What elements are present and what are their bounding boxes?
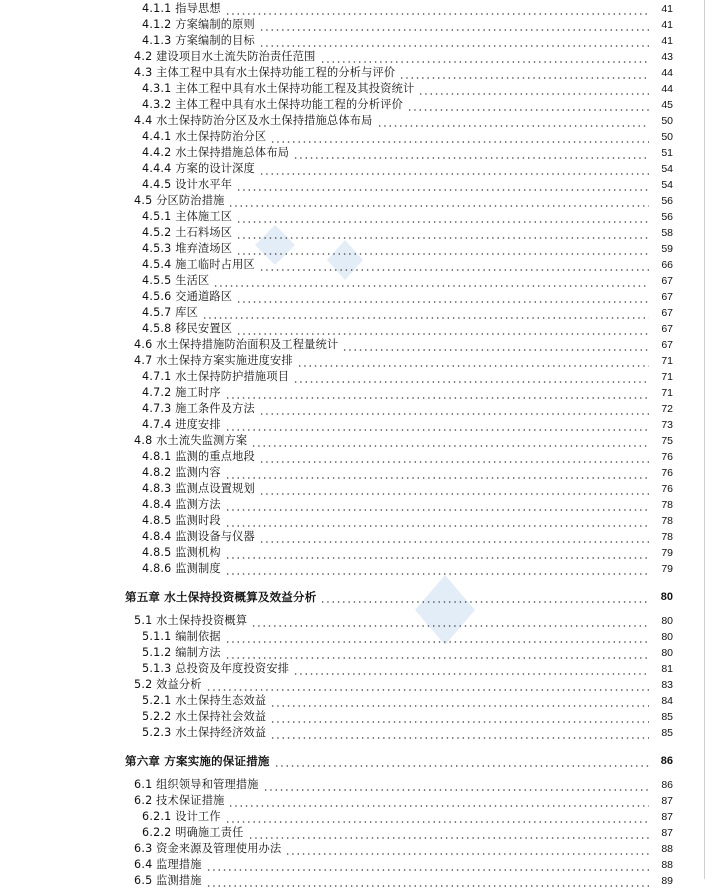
toc-entry-title: 4.6 水土保持措施防治面积及工程量统计 (134, 338, 339, 351)
toc-page-number: 54 (661, 163, 673, 175)
toc-entry-title: 4.5 分区防治措施 (134, 194, 225, 207)
toc-entry[interactable] (0, 145, 715, 161)
toc-entry-title: 4.7.3 施工条件及方法 (142, 402, 255, 415)
toc-page-number: 87 (661, 795, 673, 807)
toc-entry-title: 第五章 水土保持投资概算及效益分析 (125, 585, 318, 609)
toc-page-number: 83 (661, 679, 673, 691)
toc-entry[interactable] (0, 385, 715, 401)
toc-page-number: 75 (661, 435, 673, 447)
toc-page-number: 79 (661, 563, 673, 575)
toc-page-number: 66 (661, 259, 673, 271)
toc-entry-title: 4.5.1 主体施工区 (142, 210, 233, 223)
toc-entry[interactable] (0, 337, 715, 353)
toc-entry-title: 6.2.1 设计工作 (142, 810, 221, 823)
dot-leader (236, 209, 649, 225)
toc-page-number: 67 (661, 307, 673, 319)
toc-entry-title: 4.1.1 指导思想 (142, 2, 221, 15)
toc-entry-title: 6.5 监测措施 (134, 874, 202, 887)
toc-entry[interactable] (0, 629, 715, 645)
toc-page-number: 88 (661, 843, 673, 855)
toc-entry-title: 4.5.3 堆弃渣场区 (142, 242, 233, 255)
toc-page-number: 80 (661, 615, 673, 627)
toc-page-number: 76 (661, 483, 673, 495)
toc-entry[interactable] (0, 529, 715, 545)
toc-entry[interactable] (0, 433, 715, 449)
dot-leader (206, 857, 649, 873)
toc-entry[interactable] (0, 225, 715, 241)
toc-entry[interactable] (0, 369, 715, 385)
dot-leader (225, 1, 649, 17)
toc-page-number: 86 (660, 755, 673, 767)
chapter-spacer (0, 741, 715, 749)
toc-page-number: 41 (661, 3, 673, 15)
toc-entry-title: 5.1.2 编制方法 (142, 646, 221, 659)
toc-entry-title: 4.5.8 移民安置区 (142, 322, 233, 335)
toc-entry-title: 5.1 水土保持投资概算 (134, 614, 248, 627)
toc-page-number: 81 (661, 663, 673, 675)
dot-leader (213, 273, 649, 289)
toc-entry[interactable] (0, 177, 715, 193)
toc-entry-title: 4.3.2 主体工程中具有水土保持功能工程的分析评价 (142, 98, 403, 111)
toc-page-number: 43 (661, 51, 673, 63)
dot-leader (236, 241, 649, 257)
toc-entry[interactable] (0, 193, 715, 209)
toc-entry-title: 4.4.4 方案的设计深度 (142, 162, 255, 175)
dot-leader (228, 793, 649, 809)
toc-page-number: 85 (661, 711, 673, 723)
toc-page-number: 56 (661, 195, 673, 207)
dot-leader (225, 417, 649, 433)
toc-page-number: 45 (661, 99, 673, 111)
toc-entry-title: 4.5.6 交通道路区 (142, 290, 233, 303)
toc-page-number: 67 (661, 275, 673, 287)
toc-entry[interactable] (0, 257, 715, 273)
toc-entry[interactable] (0, 545, 715, 561)
toc-entry[interactable] (0, 209, 715, 225)
toc-entry[interactable] (0, 645, 715, 661)
toc-chapter-entry[interactable] (0, 585, 715, 609)
dot-leader (270, 129, 649, 145)
toc-page-number: 79 (661, 547, 673, 559)
toc-entry-title: 4.1.3 方案编制的目标 (142, 34, 255, 47)
toc-entry[interactable] (0, 873, 715, 889)
toc-entry[interactable] (0, 65, 715, 81)
toc-entry-title: 4.5.2 土石料场区 (142, 226, 233, 239)
dot-leader (293, 145, 649, 161)
toc-entry-title: 6.2 技术保证措施 (134, 794, 225, 807)
dot-leader (236, 177, 649, 193)
dot-leader (259, 161, 649, 177)
dot-leader (225, 545, 649, 561)
toc-entry-title: 4.7.2 施工时序 (142, 386, 221, 399)
dot-leader (259, 449, 649, 465)
toc-page-number: 84 (661, 695, 673, 707)
toc-page-number: 71 (661, 371, 673, 383)
dot-leader (225, 809, 649, 825)
toc-entry[interactable] (0, 481, 715, 497)
toc-entry[interactable] (0, 401, 715, 417)
dot-leader (293, 369, 649, 385)
toc-entry-title: 4.8.1 监测的重点地段 (142, 450, 255, 463)
dot-leader (236, 225, 649, 241)
toc-entry-title: 6.1 组织领导和管理措施 (134, 778, 259, 791)
toc-entry-title: 4.8.4 监测方法 (142, 498, 221, 511)
toc-entry-title: 4.8.4 监测设备与仪器 (142, 530, 255, 543)
toc-entry[interactable] (0, 857, 715, 873)
toc-entry-title: 4.8.5 监测机构 (142, 546, 221, 559)
toc-page-number: 86 (661, 779, 673, 791)
toc-page-number: 44 (661, 67, 673, 79)
toc-entry-title: 4.5.5 生活区 (142, 274, 210, 287)
toc-page-number: 87 (661, 827, 673, 839)
dot-leader (225, 385, 649, 401)
toc-entry-title: 4.2 建设项目水土流失防治责任范围 (134, 50, 316, 63)
toc-entry-title: 第六章 方案实施的保证措施 (125, 749, 272, 773)
toc-page-number: 80 (661, 647, 673, 659)
toc-page-number: 67 (661, 323, 673, 335)
dot-leader (206, 677, 649, 693)
toc-page-number: 78 (661, 531, 673, 543)
toc-entry[interactable] (0, 353, 715, 369)
toc-entry[interactable] (0, 825, 715, 841)
toc-entry[interactable] (0, 613, 715, 629)
toc-entry[interactable] (0, 809, 715, 825)
dot-leader (236, 289, 649, 305)
toc-page-number: 89 (661, 875, 673, 887)
toc-entry[interactable] (0, 677, 715, 693)
toc-entry-title: 4.8.3 监测点设置规划 (142, 482, 255, 495)
toc-entry-title: 5.1.3 总投资及年度投资安排 (142, 662, 290, 675)
toc-entry-title: 6.4 监理措施 (134, 858, 202, 871)
toc-page-number: 85 (661, 727, 673, 739)
toc-page-number: 87 (661, 811, 673, 823)
toc-entry[interactable] (0, 693, 715, 709)
toc-entry[interactable] (0, 561, 715, 577)
dot-leader (270, 725, 649, 741)
dot-leader (251, 613, 649, 629)
toc-entry[interactable] (0, 709, 715, 725)
toc-page-number: 50 (661, 115, 673, 127)
toc-page-number: 50 (661, 131, 673, 143)
toc-entry[interactable] (0, 841, 715, 857)
toc-entry[interactable] (0, 17, 715, 33)
toc-page-number: 51 (661, 147, 673, 159)
toc-entry-title: 4.7.1 水土保持防护措施项目 (142, 370, 290, 383)
dot-leader (225, 513, 649, 529)
toc-entry[interactable] (0, 241, 715, 257)
toc-chapter-entry[interactable] (0, 749, 715, 773)
toc-page-number: 71 (661, 387, 673, 399)
toc-entry-title: 5.2.2 水土保持社会效益 (142, 710, 267, 723)
toc-entry[interactable] (0, 513, 715, 529)
toc-entry[interactable] (0, 725, 715, 741)
dot-leader (259, 17, 649, 33)
toc-entry-title: 4.3 主体工程中具有水土保持功能工程的分析与评价 (134, 66, 396, 79)
toc-page-number: 71 (661, 355, 673, 367)
toc-page-number: 56 (661, 211, 673, 223)
toc-entry-title: 5.2.3 水土保持经济效益 (142, 726, 267, 739)
toc-entry[interactable] (0, 661, 715, 677)
dot-leader (270, 709, 649, 725)
toc-entry-title: 4.4.2 水土保持措施总体布局 (142, 146, 290, 159)
toc-entry-title: 5.2 效益分析 (134, 678, 202, 691)
toc-entry-title: 4.8.2 监测内容 (142, 466, 221, 479)
toc-entry[interactable] (0, 777, 715, 793)
chapter-spacer (0, 577, 715, 585)
toc-page-number: 67 (661, 339, 673, 351)
dot-leader (418, 81, 649, 97)
toc-page-number: 72 (661, 403, 673, 415)
toc-page-number: 54 (661, 179, 673, 191)
dot-leader (225, 497, 649, 513)
toc-page-number: 58 (661, 227, 673, 239)
toc-page-number: 80 (661, 631, 673, 643)
toc-entry[interactable] (0, 449, 715, 465)
toc-page-number: 78 (661, 499, 673, 511)
toc-entry-title: 5.1.1 编制依据 (142, 630, 221, 643)
dot-leader (407, 97, 649, 113)
toc-entry[interactable] (0, 161, 715, 177)
toc-entry-title: 4.7 水土保持方案实施进度安排 (134, 354, 293, 367)
dot-leader (225, 629, 649, 645)
table-of-contents (0, 1, 715, 889)
toc-entry-title: 4.5.7 库区 (142, 306, 198, 319)
toc-entry[interactable] (0, 793, 715, 809)
dot-leader (377, 113, 649, 129)
dot-leader (259, 529, 649, 545)
toc-entry-title: 5.2.1 水土保持生态效益 (142, 694, 267, 707)
toc-entry-title: 4.4.5 设计水平年 (142, 178, 233, 191)
toc-page-number: 41 (661, 35, 673, 47)
toc-entry-title: 4.4 水土保持防治分区及水土保持措施总体布局 (134, 114, 373, 127)
toc-entry[interactable] (0, 129, 715, 145)
toc-entry[interactable] (0, 113, 715, 129)
dot-leader (293, 661, 649, 677)
dot-leader (202, 305, 649, 321)
toc-entry-title: 4.4.1 水土保持防治分区 (142, 130, 267, 143)
toc-entry-title: 4.8.6 监测制度 (142, 562, 221, 575)
toc-entry[interactable] (0, 273, 715, 289)
toc-entry[interactable] (0, 321, 715, 337)
dot-leader (259, 481, 649, 497)
dot-leader (274, 749, 649, 773)
dot-leader (251, 433, 649, 449)
toc-entry-title: 4.3.1 主体工程中具有水土保持功能工程及其投资统计 (142, 82, 415, 95)
toc-entry[interactable] (0, 49, 715, 65)
toc-entry[interactable] (0, 1, 715, 17)
toc-entry[interactable] (0, 465, 715, 481)
toc-entry-title: 4.1.2 方案编制的原则 (142, 18, 255, 31)
toc-page-number: 78 (661, 515, 673, 527)
toc-entry-title: 4.8 水土流失监测方案 (134, 434, 248, 447)
toc-page-number: 80 (660, 591, 673, 603)
dot-leader (399, 65, 649, 81)
toc-page-number: 41 (661, 19, 673, 31)
toc-entry-title: 6.3 资金来源及管理使用办法 (134, 842, 282, 855)
dot-leader (225, 645, 649, 661)
toc-page-number: 76 (661, 467, 673, 479)
dot-leader (259, 33, 649, 49)
toc-page-number: 76 (661, 451, 673, 463)
toc-entry[interactable] (0, 33, 715, 49)
toc-page-number: 67 (661, 291, 673, 303)
toc-entry-title: 4.5.4 施工临时占用区 (142, 258, 255, 271)
dot-leader (320, 585, 649, 609)
toc-entry[interactable] (0, 417, 715, 433)
dot-leader (248, 825, 649, 841)
dot-leader (206, 873, 649, 889)
toc-entry-title: 4.7.4 进度安排 (142, 418, 221, 431)
dot-leader (225, 465, 649, 481)
toc-page-number: 44 (661, 83, 673, 95)
dot-leader (236, 321, 649, 337)
toc-entry[interactable] (0, 305, 715, 321)
dot-leader (263, 777, 649, 793)
dot-leader (225, 561, 649, 577)
toc-entry[interactable] (0, 81, 715, 97)
toc-page-number: 59 (661, 243, 673, 255)
toc-entry-title: 4.8.5 监测时段 (142, 514, 221, 527)
dot-leader (342, 337, 649, 353)
dot-leader (259, 257, 649, 273)
toc-page-number: 88 (661, 859, 673, 871)
toc-entry-title: 6.2.2 明确施工责任 (142, 826, 244, 839)
dot-leader (228, 193, 649, 209)
dot-leader (320, 49, 649, 65)
dot-leader (297, 353, 649, 369)
toc-entry[interactable] (0, 497, 715, 513)
dot-leader (270, 693, 649, 709)
toc-entry[interactable] (0, 97, 715, 113)
toc-page-number: 73 (661, 419, 673, 431)
dot-leader (259, 401, 649, 417)
dot-leader (285, 841, 649, 857)
toc-entry[interactable] (0, 289, 715, 305)
